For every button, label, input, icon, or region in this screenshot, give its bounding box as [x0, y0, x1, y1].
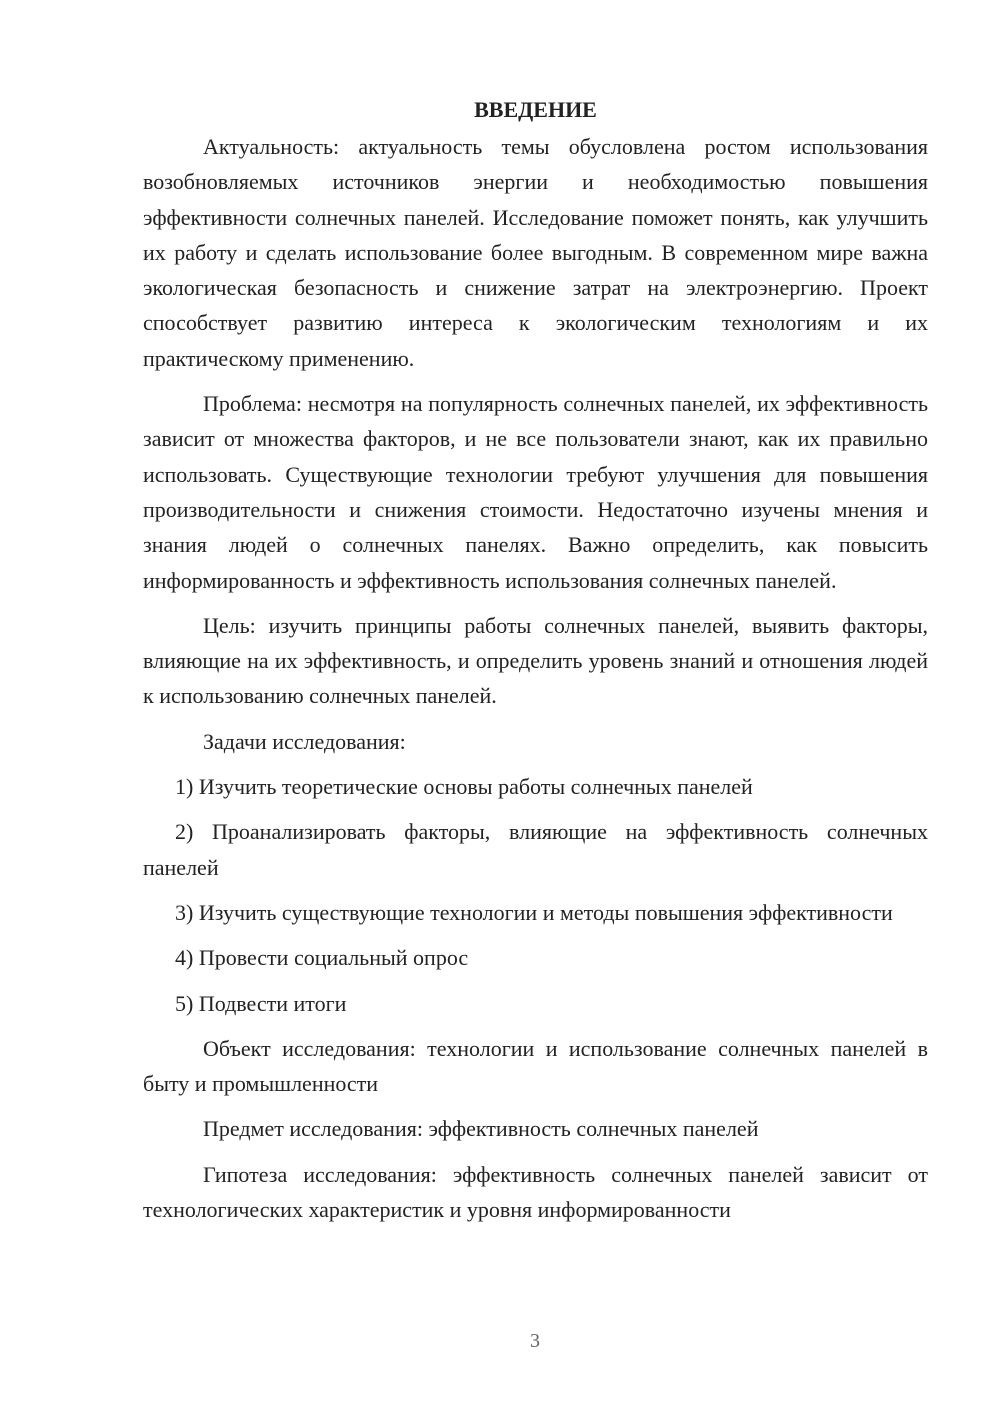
- task-item: 4) Провести социальный опрос: [175, 945, 469, 971]
- page-number: 3: [530, 1330, 540, 1352]
- hypothesis-paragraph: Гипотеза исследования: эффективность солнечных панелей зависит от технологических характеристик и уровня информированности: [143, 1161, 928, 1223]
- document-page: [143, 92, 928, 1227]
- tasks-heading: Задачи исследования:: [203, 728, 406, 754]
- section-title: ВВЕДЕНИЕ: [474, 97, 597, 122]
- task-item: 1) Изучить теоретические основы работы солнечных панелей: [175, 774, 753, 800]
- relevance-paragraph: Актуальность: актуальность темы обусловлена ростом использования возобновляемых источников энергии и необходимостью повышения эффективности солнечных панелей. Исследование поможет понять, как улучшить их работу и сделать использование более выгодным. В современном мире важна экологическая безопасность и снижение затрат на электроэнергию. Проект способствует развитию интереса к экологическим технологиям и их практическому применению.: [143, 134, 928, 371]
- task-item: 3) Изучить существующие технологии и методы повышения эффективности: [175, 899, 893, 925]
- problem-paragraph: Проблема: несмотря на популярность солнечных панелей, их эффективность зависит от множества факторов, и не все пользователи знают, как их правильно использовать. Существующие технологии требуют улучшения для повышения производительности и снижения стоимости. Недостаточно изучены мнения и знания людей о солнечных панелях. Важно определить, как повысить информированность и эффективность использования солнечных панелей.: [143, 391, 928, 593]
- tasks-list: [143, 769, 928, 1021]
- task-item: 2) Проанализировать факторы, влияющие на эффективность солнечных панелей: [143, 819, 928, 880]
- goal-paragraph: Цель: изучить принципы работы солнечных панелей, выявить факторы, влияющие на их эффективность, и определить уровень знаний и отношения людей к использованию солнечных панелей.: [143, 612, 928, 709]
- object-paragraph: Объект исследования: технологии и использование солнечных панелей в быту и промышленности: [143, 1035, 928, 1097]
- subject-paragraph: Предмет исследования: эффективность солнечных панелей: [203, 1116, 759, 1142]
- task-item: 5) Подвести итоги: [175, 990, 347, 1016]
